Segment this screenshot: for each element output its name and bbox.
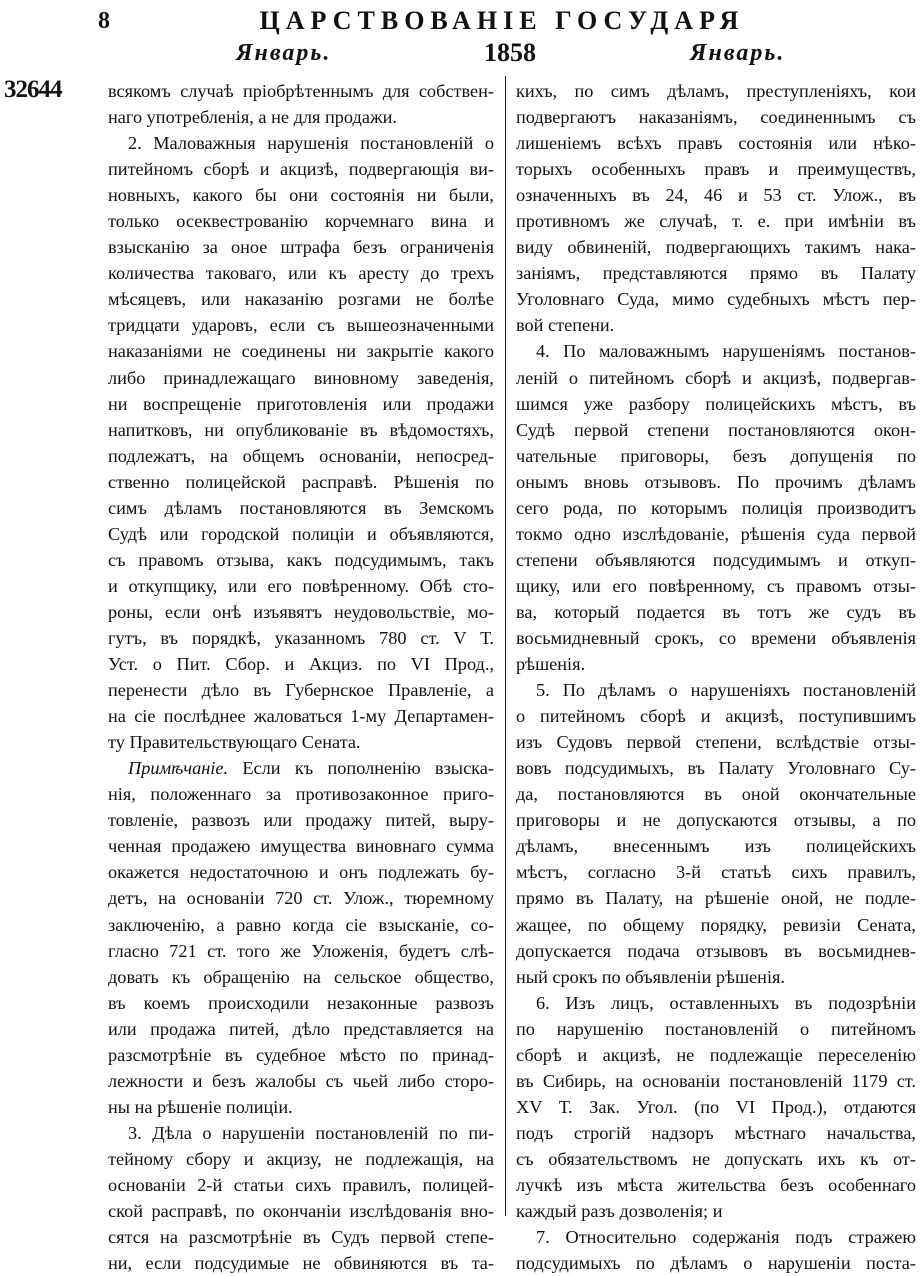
text-line: сборѣ и акцизѣ, не подлежащіе переселенію: [516, 1044, 916, 1065]
text-line: тейному сбору и акцизу, не подлежащія, на: [108, 1148, 494, 1169]
right-column: [516, 78, 916, 1276]
text-line: довать къ обращенію на сельское общество,: [108, 966, 494, 987]
text-line: да, постановляются въ оной окончательные: [516, 784, 916, 805]
text-line: ва, который подается въ тотъ же судъ въ: [516, 601, 916, 622]
text-line: рѣшенія.: [516, 654, 586, 675]
text-line: роны, если онѣ изъявятъ неудовольствіе, мо-: [108, 601, 494, 622]
text-line: количества таковаго, или къ аресту до трехъ: [108, 263, 494, 284]
page-number: 8: [98, 8, 110, 34]
text-line: наказаніями не соединены ни закрытіе какого: [108, 341, 494, 362]
text-line: онымъ вновь отзывовъ. По прочимъ дѣламъ: [516, 471, 916, 492]
text-line: Судѣ или городской полиціи и объявляются,: [108, 523, 494, 544]
text-line: противномъ же случаѣ, т. е. при имѣніи въ: [516, 211, 916, 232]
text-line: заключенію, а равно когда сіе взысканіе, со-: [108, 914, 494, 935]
text-line: щику, или его повѣренному, съ правомъ отзы-: [516, 575, 916, 596]
text-line: восьмидневный срокъ, со времени объявленія: [516, 627, 916, 648]
text-line: жащее, по общему порядку, ревизіи Сената,: [516, 914, 916, 935]
text-line: ской расправѣ, по окончаніи изслѣдованія вно-: [108, 1201, 494, 1222]
text-line: приговоры и не допускаются отзывы, а по: [516, 810, 916, 831]
text-line: мѣсяцевъ, или наказанію розгами не болѣе: [108, 289, 494, 310]
text-line: на сіе послѣднее жаловаться 1-му Департамен-: [108, 706, 494, 727]
text-line: или продажа питей, дѣло представляется на: [108, 1018, 494, 1039]
text-line: 2. Маловажныя нарушенія постановленій о: [128, 133, 494, 154]
text-line: ни, если подсудимые не обвиняются въ та-: [108, 1253, 494, 1274]
text-line: означенныхъ въ 24, 46 и 53 ст. Улож., въ: [516, 185, 916, 206]
document-number: 32644: [4, 76, 62, 103]
text-line: каждый разъ дозволенія; и: [516, 1201, 723, 1222]
text-line: въ Сибирь, на основаніи постановленій 1179 ст.: [516, 1070, 916, 1091]
text-line: перенести дѣло въ Губернское Правленіе, а: [108, 680, 494, 701]
text-line: токмо одно изслѣдованіе, рѣшенія суда первой: [516, 523, 916, 544]
text-line: ченная продажею имущества виновнаго сумма: [108, 836, 494, 857]
text-line: прямо въ Палату, на рѣшеніе оной, не подле-: [516, 888, 916, 909]
text-line: допускается подача отзывовъ въ восьмиднев-: [516, 940, 916, 961]
month-right: Январь.: [690, 40, 786, 66]
text-line: степени объявляются подсудимымъ и откуп-: [516, 549, 916, 570]
text-line: торыхъ особенныхъ правъ и преимуществъ,: [516, 159, 916, 180]
month-left: Январь.: [236, 40, 332, 66]
text-line: мѣстъ, согласно 3-й статьѣ сихъ правилъ,: [516, 862, 916, 883]
text-line: виду обвиненій, подвергающихъ такимъ нака-: [516, 237, 916, 258]
text-line: 7. Относительно содержанія подъ стражею: [536, 1227, 916, 1248]
text-line: взысканію за оное штрафа безъ ограниченія: [108, 237, 494, 258]
text-line: Судѣ первой степени постановляются окон-: [516, 419, 916, 440]
note-line: Примѣчаніе. Если къ пополненію взыска-: [128, 758, 494, 779]
text-line: лишеніемъ всѣхъ правъ состоянія или нѣко-: [516, 133, 916, 154]
year: 1858: [484, 38, 536, 67]
text-line: 3. Дѣла о нарушеніи постановленій по пи-: [128, 1122, 494, 1143]
text-line: и откупщику, или его повѣренному. Обѣ сто-: [108, 575, 494, 596]
text-line: лежности и безъ жалобы съ чьей либо сторо-: [108, 1070, 494, 1091]
text-line: основаніи 2-й статьи сихъ правилъ, полицей-: [108, 1174, 494, 1195]
text-line: только осеквестрованію корчемнаго вина и: [108, 211, 494, 232]
text-line: сятся на разсмотрѣніе въ Судъ первой степе-: [108, 1227, 494, 1248]
text-line: вой степени.: [516, 315, 615, 336]
text-line: ственно полицейской расправѣ. Рѣшенія по: [108, 471, 494, 492]
text-line: по нарушенію постановленій о питейномъ: [516, 1018, 916, 1039]
text-line: леній о питейномъ сборѣ и акцизѣ, подвергав-: [516, 367, 916, 388]
column-divider: [505, 76, 506, 1216]
text-line: Уст. о Пит. Сбор. и Акциз. по VI Прод.,: [108, 654, 494, 675]
text-line: товленіе, развозъ или продажу питей, выру-: [108, 810, 494, 831]
text-line: подсудимыхъ по дѣламъ о нарушеніи поста-: [516, 1253, 916, 1274]
text-line: детъ, на основаніи 720 ст. Улож., тюремному: [108, 888, 494, 909]
text-line: окажется недостаточною и онъ подлежать бу-: [108, 862, 494, 883]
text-line: о питейномъ сборѣ и акцизѣ, поступившимъ: [516, 706, 916, 727]
text-line: ны на рѣшеніе полиціи.: [108, 1096, 293, 1117]
text-line: подвергаютъ наказаніямъ, соединеннымъ съ: [516, 107, 916, 128]
text-line: съ обязательствомъ не допускать ихъ къ от-: [516, 1148, 916, 1169]
text-line: питейномъ сборѣ и акцизѣ, подвергающія ви-: [108, 159, 494, 180]
text-line: шимся уже разбору полицейскихъ мѣстъ, въ: [516, 393, 916, 414]
text-line: съ правомъ отзыва, какъ подсудимымъ, такъ: [108, 549, 494, 570]
text-line: новныхъ, какого бы они состоянія ни были,: [108, 185, 494, 206]
text-line: заніямъ, представляются прямо въ Палату: [516, 263, 916, 284]
text-line: лучкѣ изъ мѣста жительства безъ особеннаго: [516, 1174, 916, 1195]
text-line: 6. Изъ лицъ, оставленныхъ въ подозрѣніи: [536, 992, 916, 1013]
text-line: симъ дѣламъ постановляются въ Земскомъ: [108, 497, 494, 518]
left-column: [108, 78, 494, 1276]
text-line: разсмотрѣніе въ судебное мѣсто по принад-: [108, 1044, 494, 1065]
text-line: наго употребленія, а не для продажи.: [108, 107, 397, 128]
text-line: дѣламъ, внесеннымъ изъ полицейскихъ: [516, 836, 916, 857]
text-line: нія, положеннаго за противозаконное приго-: [108, 784, 494, 805]
text-line: либо принадлежащаго виновному заведенія,: [108, 367, 494, 388]
text-line: 5. По дѣламъ о нарушеніяхъ постановленій: [536, 680, 916, 701]
text-line: подлежатъ, на общемъ основаніи, непосред-: [108, 445, 494, 466]
text-line: ни воспрещеніе приготовленія или продажи: [108, 393, 494, 414]
text-line: сего рода, по которымъ полиція производитъ: [516, 497, 916, 518]
text-line: чательные приговоры, безъ допущенія по: [516, 445, 916, 466]
text-line: тридцати ударовъ, если съ вышеозначенными: [108, 315, 494, 336]
running-title: ЦАРСТВОВАНІЕ ГОСУДАРЯ: [259, 6, 745, 35]
text-line: всякомъ случаѣ пріобрѣтеннымъ для собствен-: [108, 81, 494, 101]
text-line: подъ строгій надзоръ мѣстнаго начальства,: [516, 1122, 916, 1143]
text-line: 4. По маловажнымъ нарушеніямъ постанов-: [536, 341, 916, 362]
text-line: гутъ, въ порядкѣ, указанномъ 780 ст. V Т.: [108, 627, 494, 648]
text-line: кихъ, по симъ дѣламъ, преступленіяхъ, кои: [516, 81, 916, 101]
text-line: ту Правительствующаго Сената.: [108, 732, 361, 753]
text-line: XV Т. Зак. Угол. (по VI Прод.), отдаются: [516, 1096, 916, 1117]
text-line: гласно 721 ст. того же Уложенія, будетъ слѣ-: [108, 940, 494, 961]
text-line: изъ Судовъ первой степени, вслѣдствіе отзы-: [516, 732, 916, 753]
text-line: ный срокъ по объявленіи рѣшенія.: [516, 966, 786, 987]
text-line: Уголовнаго Суда, мимо судебныхъ мѣстъ пер-: [516, 289, 916, 310]
text-line: напитковъ, ни опубликованіе въ вѣдомостяхъ,: [108, 419, 494, 440]
text-line: вовъ подсудимыхъ, въ Палату Уголовнаго Су-: [516, 758, 916, 779]
text-line: въ коемъ происходили незаконные развозъ: [108, 992, 494, 1013]
